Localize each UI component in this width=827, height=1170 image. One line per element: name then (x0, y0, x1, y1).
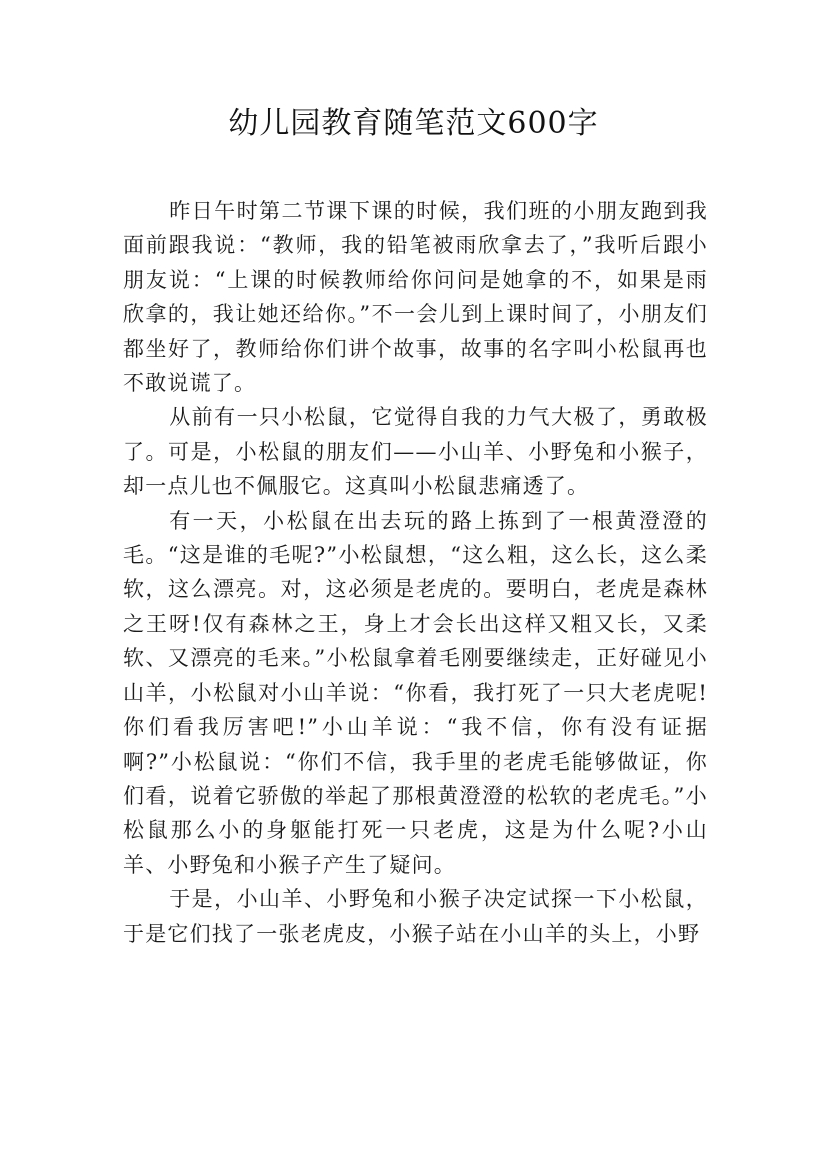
paragraph-3: 有一天，小松鼠在出去玩的路上拣到了一根黄澄澄的毛。“这是谁的毛呢?”小松鼠想，“这么粗，这么长，这么柔软，这么漂亮。对，这必须是老虎的。要明白，老虎是森林之王呀!仅有森林之王，身上才会长出这样又粗又长，又柔软、又漂亮的毛来。”小松鼠拿着毛刚要继续走，正好碰见小山羊，小松鼠对小山羊说：“你看，我打死了一只大老虎呢!你们看我厉害吧!”小山羊说：“我不信，你有没有证据啊?”小松鼠说：“你们不信，我手里的老虎毛能够做证，你们看，说着它骄傲的举起了那根黄澄澄的松软的老虎毛。”小松鼠那么小的身躯能打死一只老虎，这是为什么呢?小山羊、小野兔和小猴子产生了疑问。 (123, 508, 708, 877)
document-title: 幼儿园教育随笔范文600字 (228, 106, 599, 141)
document-body (123, 194, 708, 951)
paragraph-4: 于是，小山羊、小野兔和小猴子决定试探一下小松鼠，于是它们找了一张老虎皮，小猴子站在小山羊的头上，小野 (123, 887, 708, 946)
paragraph-2: 从前有一只小松鼠，它觉得自我的力气大极了，勇敢极了。可是，小松鼠的朋友们——小山羊、小野兔和小猴子，却一点儿也不佩服它。这真叫小松鼠悲痛透了。 (123, 405, 708, 499)
paragraph-1: 昨日午时第二节课下课的时候，我们班的小朋友跑到我面前跟我说：“教师，我的铅笔被雨欣拿去了，”我听后跟小朋友说：“上课的时候教师给你问问是她拿的不，如果是雨欣拿的，我让她还给你。”不一会儿到上课时间了，小朋友们都坐好了，教师给你们讲个故事，故事的名字叫小松鼠再也不敢说谎了。 (123, 199, 708, 396)
